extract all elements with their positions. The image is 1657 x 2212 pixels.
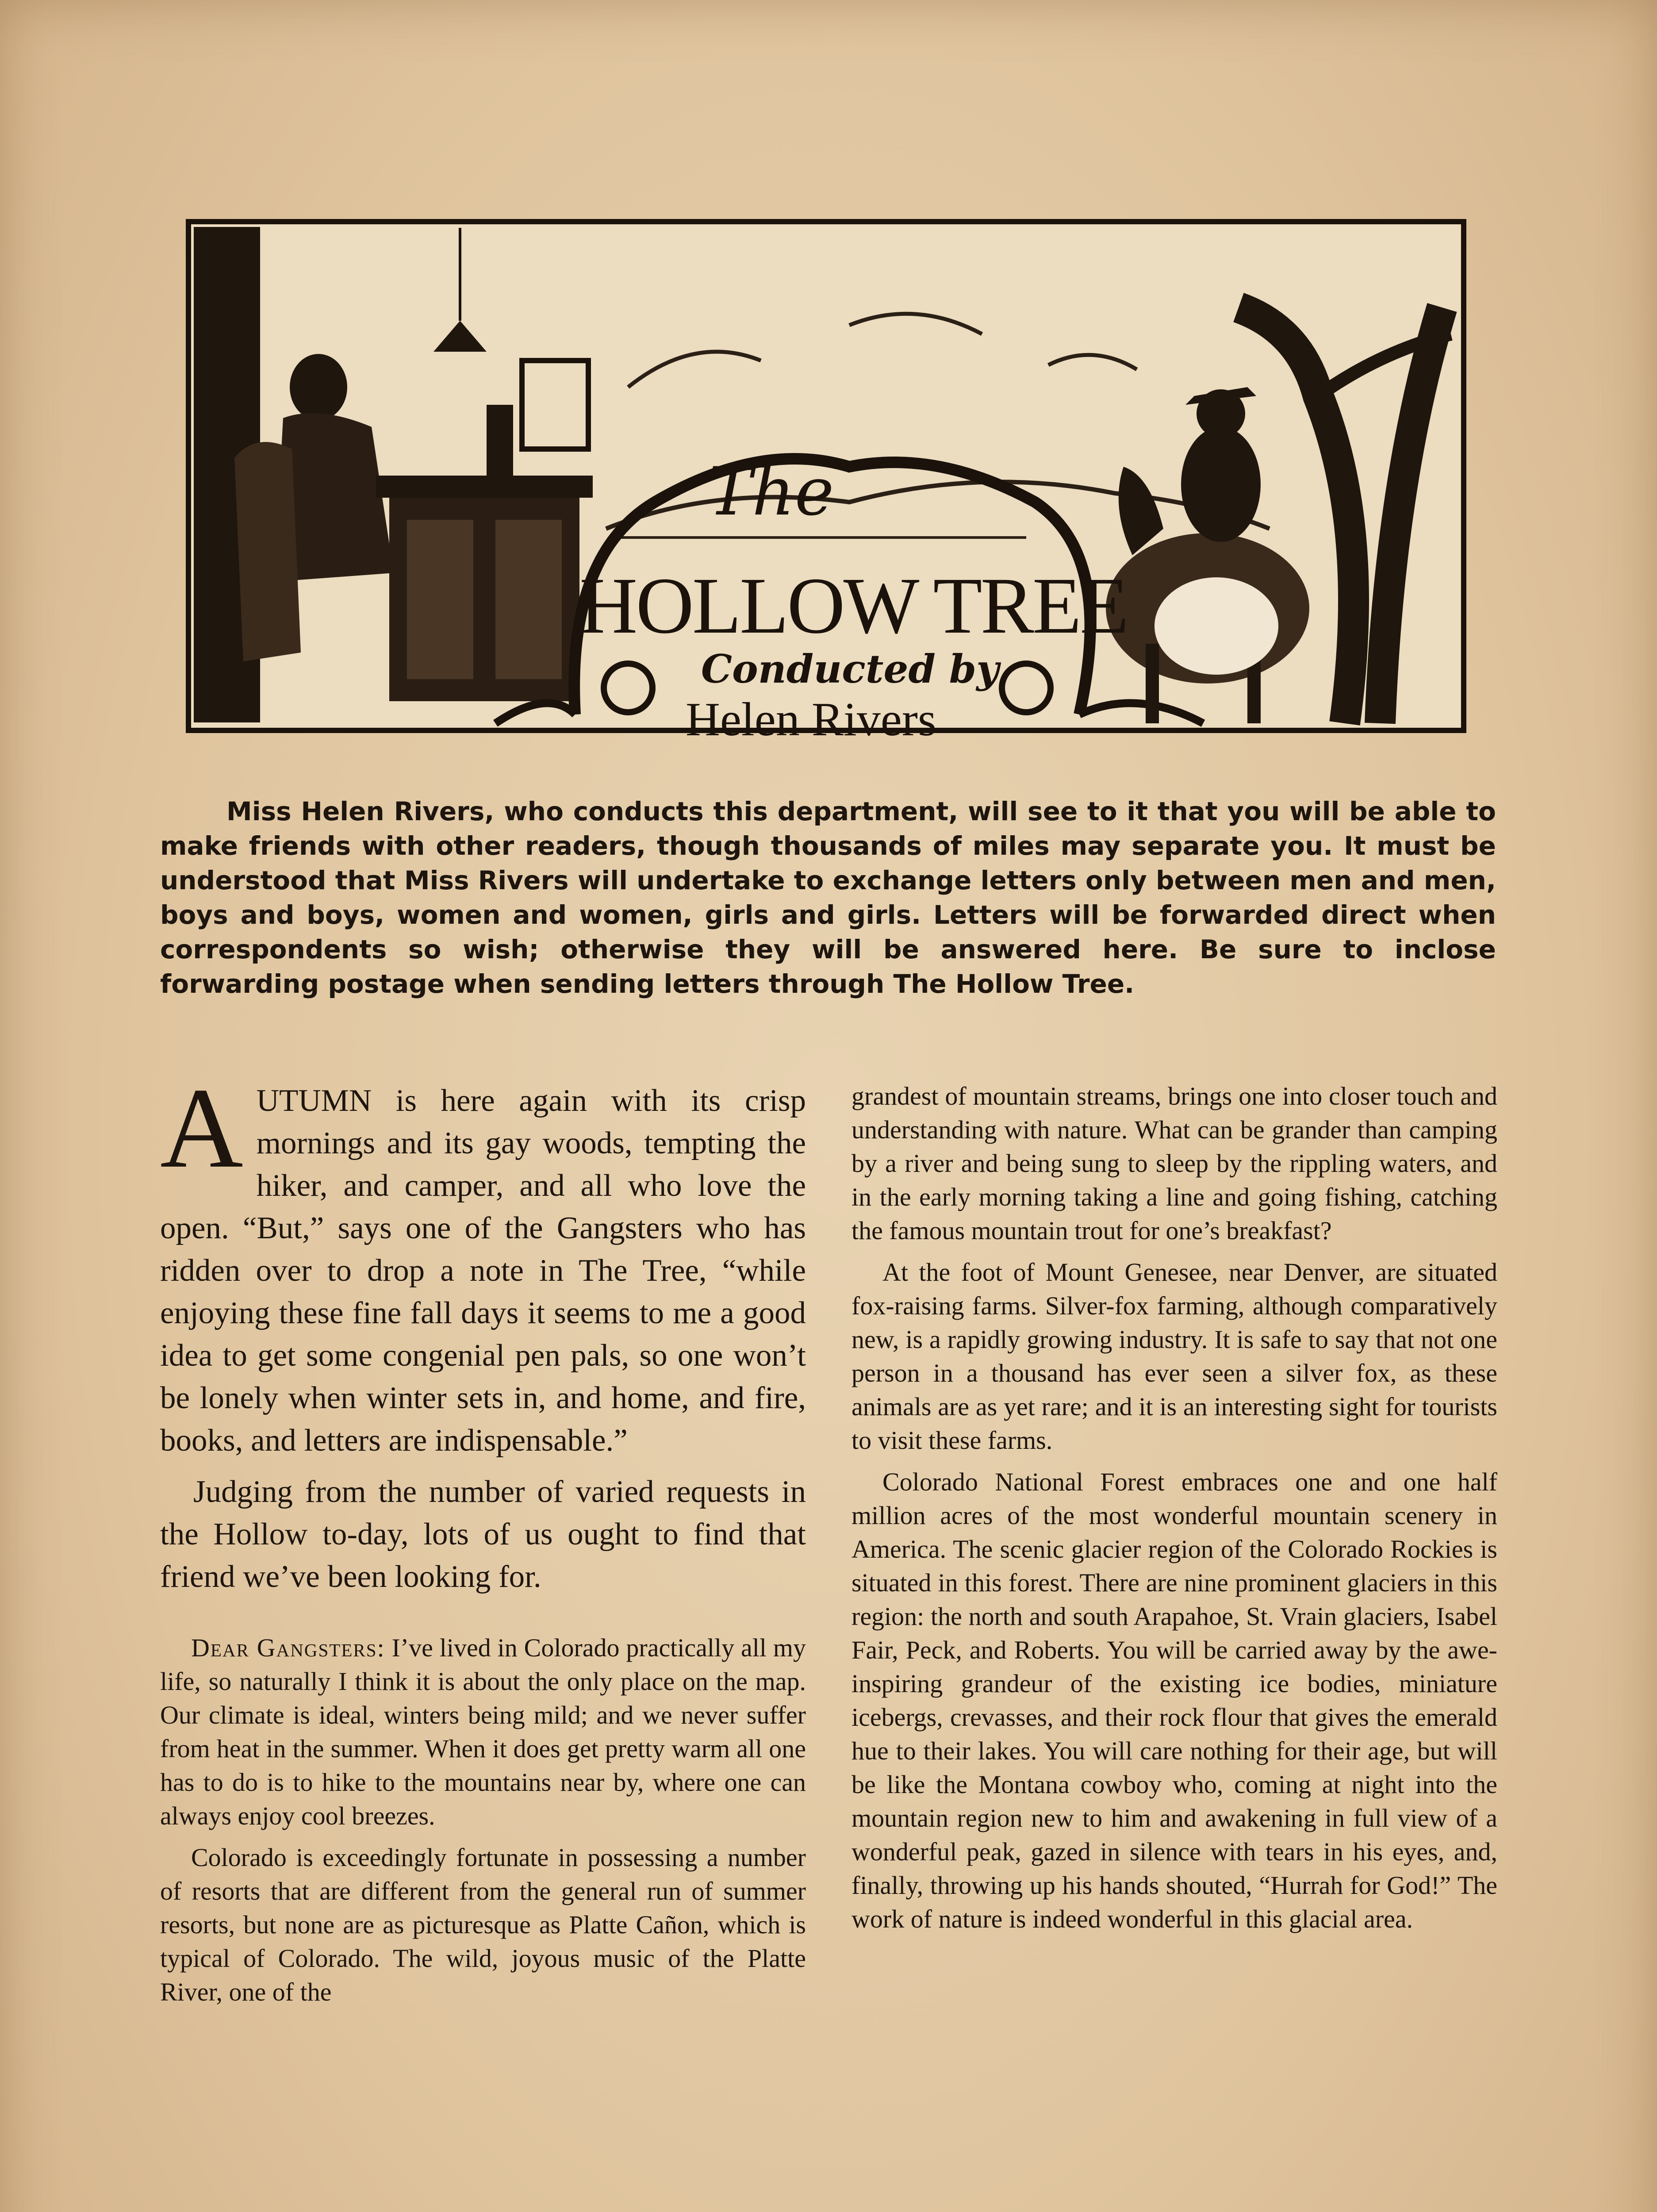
right-paragraph-3: Colorado National Forest embraces one and one half million acres of the most wonderful mountain scenery in America. The scenic glacier region of the Colorado Rockies is situated in this forest. There are nine prominent glaciers in this region: the north and south Arapahoe, St. Vrain glaciers, Isabel Fair, Peck, and Roberts. You will be carried away by the awe-inspiring grandeur of the existing ice bodies, miniature icebergs, crevasses, and their rock flour that gives the emerald hue to their lakes. You will care nothing for their age, but will be like the Montana cowboy who, coming at night into the mountain region new to him and awakening in full view of a wonderful peak, gazed in silence with tears in his eyes, and, finally, throwing up his hands shouted, “Hurrah for God!” The work of nature is indeed wonderful in this glacial area.: [852, 1467, 1497, 1933]
intro-paragraph: Miss Helen Rivers, who conducts this department, will see to it that you will be able to make friends with other readers, though thousands of miles may separate you. It must be understood that Miss Rivers will undertake to exchange letters only between men and men, boys and boys, women and women, girls and girls. Letters will be forwarded direct when correspondents so wish; otherwise they will be answered here. Be sure to inclose forwarding postage when sending letters through The Hollow Tree.: [160, 796, 1496, 999]
title-hollow-tree: HOLLOW TREE: [579, 561, 1128, 650]
right-column: [852, 1079, 1497, 1944]
right-paragraph-2: At the foot of Mount Genesee, near Denver, are situated fox-raising farms. Silver-fox farming, although comparatively new, is a rapidly growing industry. It is safe to say that not one person in a thousand has ever seen a silver fox, as these animals are as yet rare; and it is an interesting sight for tourists to visit these farms.: [852, 1258, 1497, 1455]
opening-text: UTUMN is here again with its crisp mornings and its gay woods, tempting the hiker, and camper, and all who love the open. “But,” says one of the Gangsters who has ridden over to drop a note in The Tree, “while enjoying these fine fall days it seems to me a good idea to get some congenial pen pals, so one won’t be lonely when winter sets in, and home, and fire, books, and letters are indispensable.”: [160, 1083, 806, 1458]
letter-salutation: Dear Gangsters:: [191, 1633, 385, 1662]
letter-text-1: I’ve lived in Colorado practically all my life, so naturally I think it is about the only place on the map. Our climate is ideal, winters being mild; and we never suffer from heat in the summer. When it does get pretty warm all one has to do is to hike to the mountains near by, where one can always enjoy cool breezes.: [160, 1633, 806, 1830]
second-paragraph: Judging from the number of varied requests in the Hollow to-day, lots of us ought to find that friend we’ve been looking for.: [160, 1475, 806, 1594]
right-paragraph-1: grandest of mountain streams, brings one into closer touch and understanding with nature. What can be grander than camping by a river and being sung to sleep by the rippling waters, and in the early morning taking a line and going fishing, catching the famous mountain trout for one’s breakfast?: [852, 1082, 1497, 1245]
drop-cap: A: [160, 1064, 243, 1192]
conductor-name: Helen Rivers: [686, 693, 936, 746]
left-column: [160, 1064, 806, 2017]
title-the: The: [708, 453, 834, 530]
letter-paragraph-2: Colorado is exceedingly fortunate in possessing a number of resorts that are different from the general run of summer resorts, but none are as picturesque as Platte Cañon, which is typical of Colorado. The wild, joyous music of the Platte River, one of the: [160, 1843, 806, 2006]
letter-paragraph-1: [160, 1631, 806, 1833]
header-illustration: [186, 219, 1466, 768]
opening-paragraph: [160, 1064, 806, 1462]
conducted-by-label: Conducted by: [701, 646, 999, 692]
